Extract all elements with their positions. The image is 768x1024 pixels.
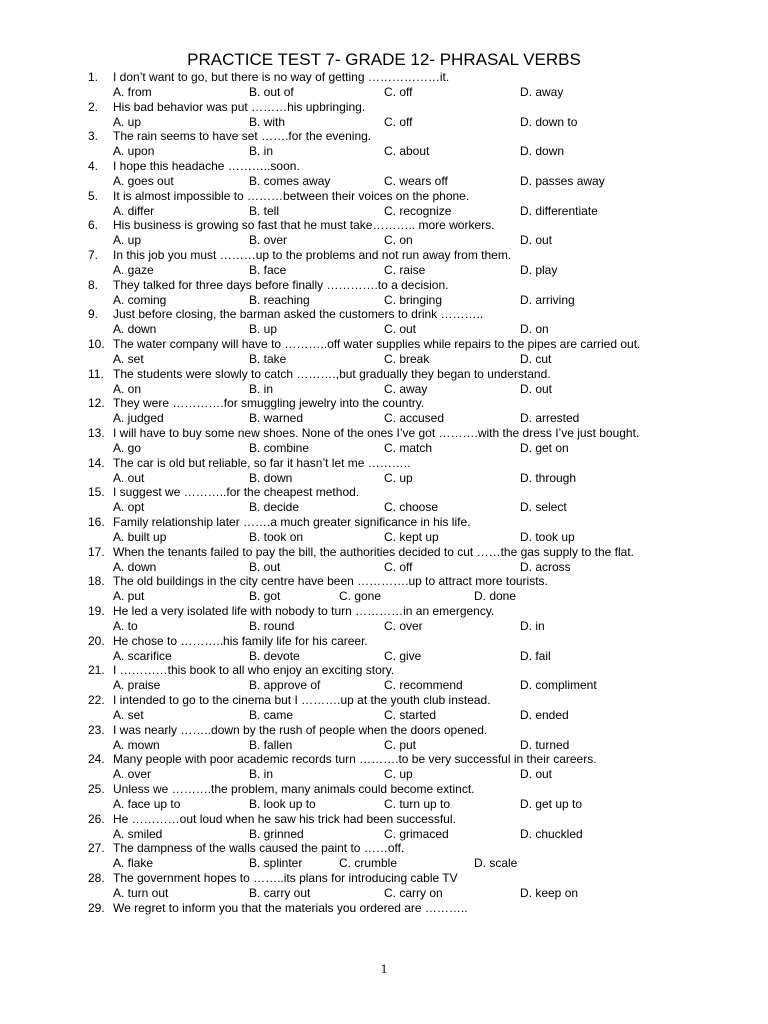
question-number: 3. (88, 129, 99, 144)
question-number: 2. (88, 99, 99, 114)
question-number: 14. (88, 455, 105, 470)
answer-option-a: A. on (113, 381, 142, 396)
answer-option-d: D. get on (520, 441, 569, 456)
answer-option-c: C. over (384, 619, 423, 634)
question-text: I …………this book to all who enjoy an exciting story. (113, 663, 395, 678)
question-number: 23. (88, 722, 105, 737)
answer-option-a: A. go (113, 441, 142, 456)
answer-option-a: A. smiled (113, 826, 163, 841)
question-text: He …………out loud when he saw his trick had been successful. (113, 811, 456, 826)
answer-option-a: A. set (113, 352, 144, 367)
question-text: Just before closing, the barman asked the customers to drink ……….. (113, 307, 484, 322)
question-text: I was nearly ……..down by the rush of people when the doors opened. (113, 722, 488, 737)
answer-option-c: C. bringing (384, 292, 443, 307)
answer-option-a: A. coming (113, 292, 167, 307)
answer-option-a: A. scarifice (113, 648, 172, 663)
answer-option-d: D. across (520, 559, 571, 574)
answer-option-c: C. crumble (339, 856, 398, 871)
question-item (0, 693, 768, 723)
answer-option-d: D. ended (520, 708, 569, 723)
question-number: 18. (88, 574, 105, 589)
answer-option-c: C. off (384, 559, 413, 574)
question-number: 15. (88, 485, 105, 500)
answer-option-c: C. off (384, 114, 413, 129)
answer-option-d: D. down (520, 144, 565, 159)
answer-option-d: D. out (520, 767, 553, 782)
question-text: They talked for three days before finally ………….to a decision. (113, 277, 449, 292)
answer-option-c: C. put (384, 737, 417, 752)
answer-option-c: C. choose (384, 500, 439, 515)
question-item (0, 604, 768, 634)
answer-option-a: A. down (113, 559, 157, 574)
question-text: The government hopes to ……..its plans for introducing cable TV (113, 871, 458, 886)
answer-option-a: A. built up (113, 530, 167, 545)
answer-option-d: D. scale (474, 856, 518, 871)
answer-option-b: B. out of (249, 85, 294, 99)
answer-option-a: A. to (113, 619, 138, 634)
question-text: They were ………….for smuggling jewelry into the country. (113, 396, 425, 411)
question-text: We regret to inform you that the materials you ordered are ……….. (113, 900, 468, 915)
answer-option-d: D. done (474, 589, 517, 604)
answer-option-a: A. face up to (113, 797, 181, 812)
question-item (0, 485, 768, 515)
answer-option-a: A. opt (113, 500, 145, 515)
question-item (0, 70, 768, 100)
answer-option-d: D. compliment (520, 678, 597, 693)
answer-option-d: D. turned (520, 737, 570, 752)
question-text: Unless we ……….the problem, many animals could become extinct. (113, 782, 475, 797)
question-number: 5. (88, 188, 99, 203)
answer-option-a: A. flake (113, 856, 154, 871)
answer-option-b: B. got (249, 589, 281, 604)
question-number: 17. (88, 544, 105, 559)
question-item (0, 100, 768, 130)
answer-option-d: D. arriving (520, 292, 575, 307)
answer-option-b: B. came (249, 708, 294, 723)
question-text: I will have to buy some new shoes. None of the ones I’ve got ……….with the dress I’ve just bought. (113, 426, 640, 441)
answer-option-c: C. out (384, 322, 417, 337)
answer-option-a: A. up (113, 114, 142, 129)
answer-option-d: D. cut (520, 352, 552, 367)
answer-option-a: A. mown (113, 737, 160, 752)
answer-option-c: C. break (384, 352, 430, 367)
answer-option-c: C. away (384, 381, 428, 396)
question-text: His business is growing so fast that he must take……….. more workers. (113, 218, 495, 233)
question-number: 16. (88, 515, 105, 530)
answer-option-a: A. set (113, 708, 144, 723)
page-title: PRACTICE TEST 7- GRADE 12- PHRASAL VERBS (187, 50, 581, 69)
question-item (0, 812, 768, 842)
answer-option-d: D. on (520, 322, 549, 337)
question-number: 21. (88, 663, 105, 678)
answer-option-d: D. select (520, 500, 567, 515)
answer-option-a: A. goes out (113, 174, 174, 189)
question-item (0, 841, 768, 871)
answer-option-c: C. match (384, 441, 433, 456)
question-item (0, 456, 768, 486)
question-item (0, 871, 768, 901)
question-text: The car is old but reliable, so far it hasn’t let me ……….. (113, 455, 411, 470)
question-number: 6. (88, 218, 99, 233)
question-text: The old buildings in the city centre have been ………….up to attract more tourists. (113, 574, 548, 589)
question-number: 28. (88, 871, 105, 886)
answer-option-d: D. out (520, 381, 553, 396)
answer-option-b: B. look up to (249, 797, 316, 812)
question-number: 27. (88, 841, 105, 856)
question-item (0, 307, 768, 337)
answer-option-b: B. out (249, 559, 281, 574)
page-number: 1 (380, 961, 388, 976)
answer-option-b: B. fallen (249, 737, 293, 752)
answer-option-d: D. in (520, 619, 545, 634)
answer-option-b: B. comes away (249, 174, 331, 189)
question-item (0, 337, 768, 367)
question-text: In this job you must ………up to the problems and not run away from them. (113, 248, 512, 263)
question-number: 9. (88, 307, 99, 322)
answer-option-b: B. reaching (249, 292, 310, 307)
question-text: It is almost impossible to ………between their voices on the phone. (113, 188, 470, 203)
question-number: 26. (88, 811, 105, 826)
question-item (0, 396, 768, 426)
question-number: 24. (88, 752, 105, 767)
question-item (0, 248, 768, 278)
question-text: He led a very isolated life with nobody to turn …………in an emergency. (113, 604, 495, 619)
answer-option-d: D. play (520, 263, 558, 278)
question-text: His bad behavior was put ………his upbringing. (113, 99, 366, 114)
question-number: 20. (88, 633, 105, 648)
answer-option-a: A. judged (113, 411, 164, 426)
answer-option-a: A. differ (113, 203, 155, 218)
question-item (0, 159, 768, 189)
question-item (0, 218, 768, 248)
answer-option-d: D. down to (520, 114, 578, 129)
question-text: The dampness of the walls caused the paint to ……off. (113, 841, 405, 856)
answer-option-c: C. off (384, 85, 413, 99)
question-item (0, 515, 768, 545)
answer-option-b: B. in (249, 767, 274, 782)
answer-option-c: C. up (384, 470, 413, 485)
question-item (0, 367, 768, 397)
question-number: 19. (88, 604, 105, 619)
answer-option-a: A. down (113, 322, 157, 337)
question-text: Family relationship later …….a much greater significance in his life. (113, 515, 471, 530)
question-text: I suggest we ………..for the cheapest method. (113, 485, 360, 500)
answer-option-a: A. turn out (113, 886, 169, 901)
question-text: I intended to go to the cinema but I ……….up at the youth club instead. (113, 693, 491, 708)
answer-option-c: C. gone (339, 589, 382, 604)
question-text: I don’t want to go, but there is no way of getting ………………it. (113, 70, 450, 84)
answer-option-b: B. down (249, 470, 293, 485)
answer-option-b: B. took on (249, 530, 304, 545)
answer-option-a: A. praise (113, 678, 161, 693)
question-text: I hope this headache ………..soon. (113, 159, 300, 174)
answer-option-c: C. kept up (384, 530, 439, 545)
question-number: 11. (88, 366, 104, 381)
answer-option-b: B. in (249, 144, 274, 159)
answer-option-a: A. up (113, 233, 142, 248)
question-number: 12. (88, 396, 105, 411)
answer-option-d: D. out (520, 233, 553, 248)
answer-option-b: B. splinter (249, 856, 303, 871)
answer-option-d: D. get up to (520, 797, 583, 812)
answer-option-d: D. passes away (520, 174, 605, 189)
answer-option-d: D. differentiate (520, 203, 598, 218)
question-number: 7. (88, 248, 99, 263)
answer-option-a: A. put (113, 589, 145, 604)
answer-option-d: D. arrested (520, 411, 580, 426)
answer-option-b: B. combine (249, 441, 310, 456)
answer-option-c: C. up (384, 767, 413, 782)
question-item (0, 634, 768, 664)
answer-option-d: D. through (520, 470, 577, 485)
answer-option-c: C. on (384, 233, 413, 248)
answer-option-b: B. devote (249, 648, 300, 663)
question-number: 10. (88, 337, 105, 352)
question-text: The students were slowly to catch ……….,but gradually they began to understand. (113, 366, 551, 381)
question-text: The water company will have to ………..off water supplies while repairs to the pipes are carried out. (113, 337, 641, 352)
answer-option-b: B. in (249, 381, 274, 396)
question-number: 8. (88, 277, 99, 292)
answer-option-c: C. about (384, 144, 430, 159)
answer-option-b: B. approve of (249, 678, 321, 693)
answer-option-b: B. round (249, 619, 295, 634)
question-item (0, 901, 768, 931)
answer-option-c: C. recommend (384, 678, 463, 693)
answer-option-a: A. from (113, 85, 152, 99)
question-text: He chose to ………..his family life for his career. (113, 633, 368, 648)
question-item (0, 129, 768, 159)
question-item (0, 426, 768, 456)
answer-option-a: A. gaze (113, 263, 154, 278)
question-number: 4. (88, 159, 99, 174)
answer-option-b: B. decide (249, 500, 300, 515)
question-item (0, 723, 768, 753)
answer-option-a: A. over (113, 767, 152, 782)
question-number: 29. (88, 900, 105, 915)
question-item (0, 752, 768, 782)
answer-option-b: B. up (249, 322, 278, 337)
question-number: 13. (88, 426, 105, 441)
question-number: 22. (88, 693, 105, 708)
question-text: The rain seems to have set …….for the evening. (113, 129, 372, 144)
answer-option-b: B. warned (249, 411, 304, 426)
answer-option-c: C. raise (384, 263, 426, 278)
question-number: 1. (88, 70, 99, 84)
answer-option-b: B. grinned (249, 826, 304, 841)
answer-option-b: B. take (249, 352, 287, 367)
answer-option-a: A. out (113, 470, 145, 485)
answer-option-c: C. give (384, 648, 422, 663)
answer-option-c: C. carry on (384, 886, 443, 901)
answer-option-d: D. away (520, 85, 564, 99)
question-item (0, 574, 768, 604)
answer-option-d: D. keep on (520, 886, 579, 901)
answer-option-c: C. grimaced (384, 826, 449, 841)
answer-option-d: D. fail (520, 648, 551, 663)
answer-option-c: C. turn up to (384, 797, 451, 812)
question-number: 25. (88, 782, 105, 797)
question-item (0, 545, 768, 575)
answer-option-d: D. chuckled (520, 826, 583, 841)
answer-option-a: A. upon (113, 144, 155, 159)
answer-option-d: D. took up (520, 530, 575, 545)
answer-option-c: C. wears off (384, 174, 448, 189)
answer-option-c: C. started (384, 708, 437, 723)
answer-option-b: B. over (249, 233, 288, 248)
answer-option-b: B. tell (249, 203, 280, 218)
question-text: When the tenants failed to pay the bill, the authorities decided to cut ……the gas supply to the flat. (113, 544, 634, 559)
question-item (0, 189, 768, 219)
question-item (0, 663, 768, 693)
answer-option-b: B. face (249, 263, 287, 278)
answer-option-b: B. carry out (249, 886, 311, 901)
question-item (0, 278, 768, 308)
answer-option-b: B. with (249, 114, 286, 129)
answer-option-c: C. recognize (384, 203, 452, 218)
question-text: Many people with poor academic records turn ……….to be very successful in their careers. (113, 752, 597, 767)
question-item (0, 782, 768, 812)
answer-option-c: C. accused (384, 411, 445, 426)
question-list (0, 70, 768, 930)
